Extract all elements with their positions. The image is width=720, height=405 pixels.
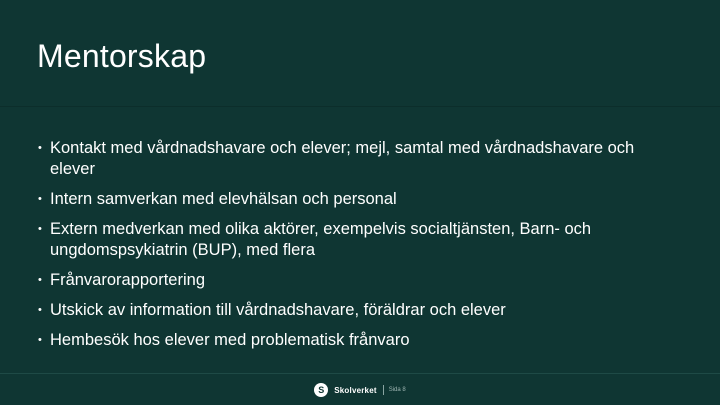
bullet-list [38, 138, 678, 360]
bullet-item [38, 270, 678, 291]
bullet-item [38, 189, 678, 210]
footer-divider [0, 373, 720, 374]
bullet-text: Kontakt med vårdnadshavare och elever; mejl, samtal med vårdnadshavare och elever [50, 139, 635, 178]
bullet-item [38, 300, 678, 321]
title-divider [0, 106, 720, 107]
bullet-dot: • [38, 223, 42, 235]
page-number: Sida 8 [388, 387, 406, 393]
bullet-text: Frånvarorapportering [50, 271, 205, 289]
footer-separator [383, 385, 384, 395]
skolverket-logo-icon: S [314, 383, 328, 397]
bullet-dot: • [38, 334, 42, 346]
bullet-dot: • [38, 193, 42, 205]
bullet-item [38, 330, 678, 351]
bullet-text: Hembesök hos elever med problematisk frånvaro [50, 331, 410, 349]
bullet-text: Intern samverkan med elevhälsan och personal [50, 190, 397, 208]
bullet-text: Extern medverkan med olika aktörer, exempelvis socialtjänsten, Barn- och ungdomspsykiatrin (BUP), med flera [50, 220, 592, 259]
slide-footer [0, 380, 720, 400]
logo-text: Skolverket [334, 385, 377, 395]
slide-title: Mentorskap [37, 38, 207, 74]
bullet-item [38, 138, 678, 180]
bullet-dot: • [38, 304, 42, 316]
bullet-text: Utskick av information till vårdnadshavare, föräldrar och elever [50, 301, 506, 319]
bullet-dot: • [38, 142, 42, 154]
bullet-dot: • [38, 274, 42, 286]
bullet-item [38, 219, 678, 261]
